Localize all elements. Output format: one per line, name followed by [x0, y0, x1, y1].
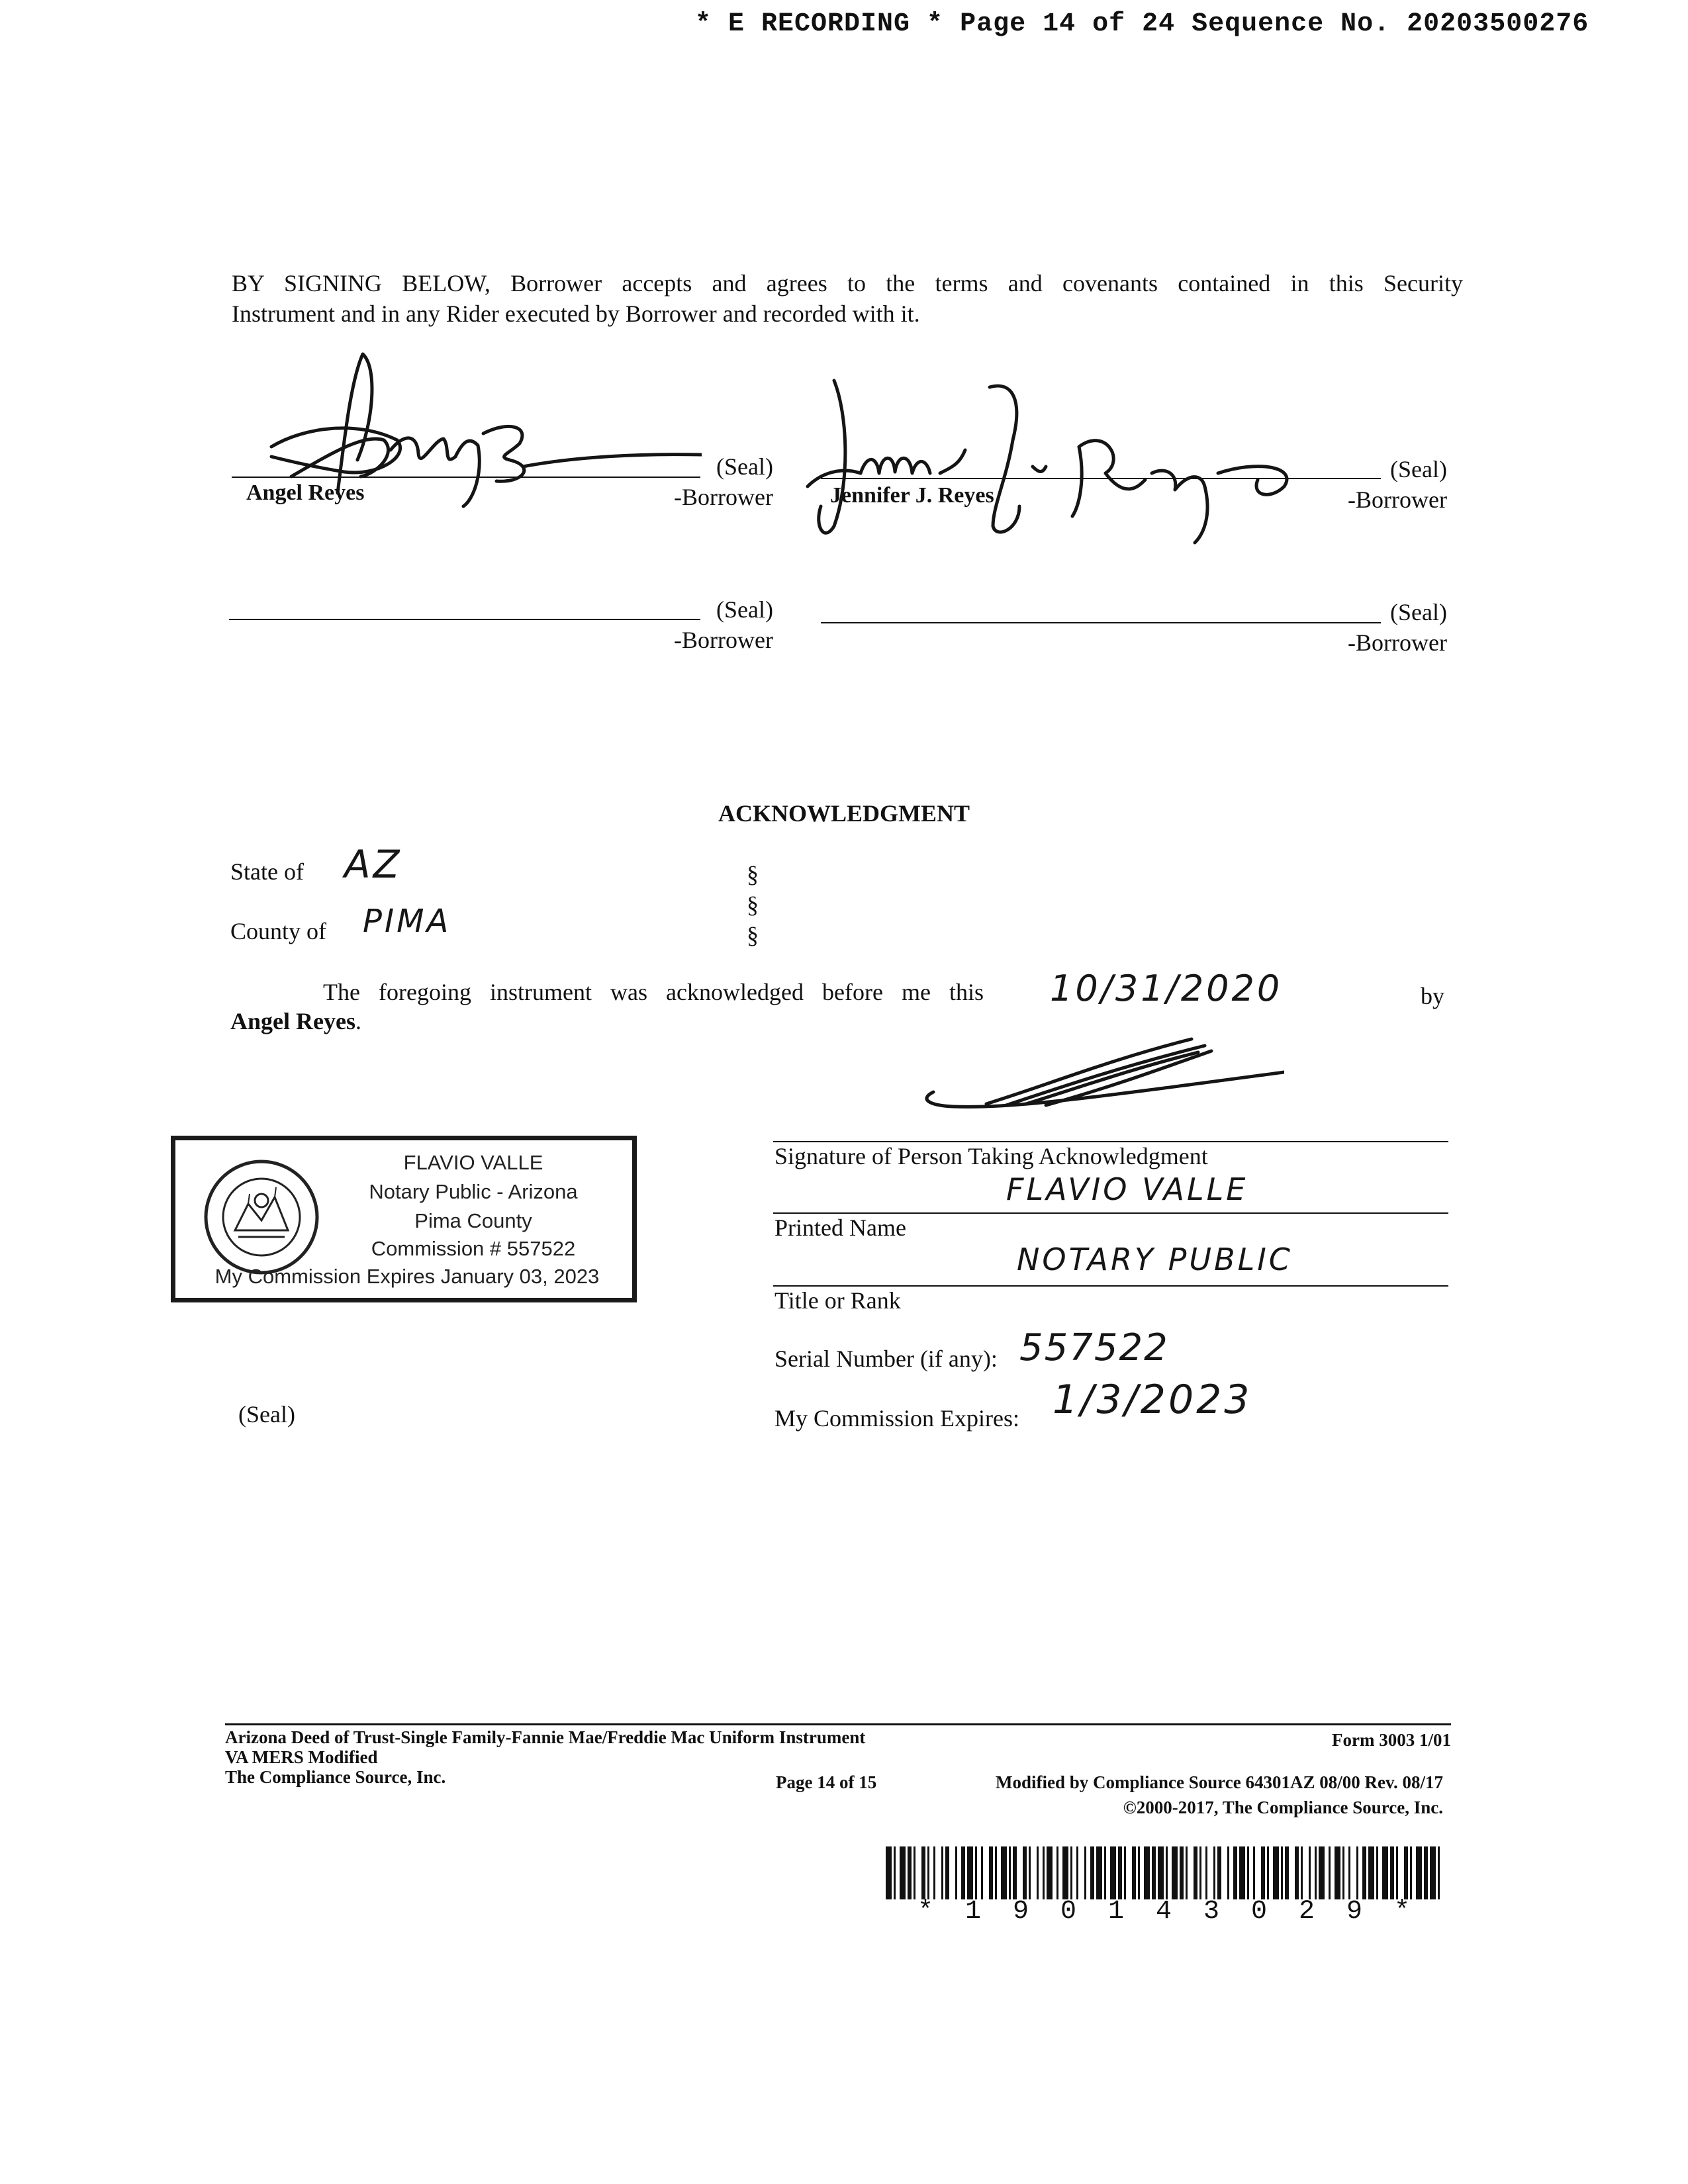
acknowledgment-title: ACKNOWLEDGMENT — [718, 800, 970, 827]
seal-label-2: (Seal) — [1390, 456, 1447, 482]
footer-copyright: ©2000-2017, The Compliance Source, Inc. — [1123, 1797, 1443, 1817]
footer-form-title: Arizona Deed of Trust-Single Family-Fannie Mae/Freddie Mac Uniform Instrument — [225, 1727, 866, 1747]
notary-stamp — [171, 1136, 637, 1302]
serial-number-value: 557522 — [1019, 1326, 1169, 1369]
borrower-label-2: -Borrower — [1348, 486, 1447, 513]
recording-header: * E RECORDING * Page 14 of 24 Sequence No. 20203500276 — [695, 9, 1589, 39]
footer-page-info: Page 14 of 15 — [776, 1772, 877, 1792]
signature-of-person-label: Signature of Person Taking Acknowledgment — [774, 1143, 1208, 1169]
state-value: AZ — [344, 842, 402, 887]
stamp-name: FLAVIO VALLE — [403, 1151, 543, 1174]
intro-line-1: BY SIGNING BELOW, Borrower accepts and agrees to the terms and covenants contained in this Security — [232, 270, 1463, 296]
commission-expires-value: 1/3/2023 — [1053, 1377, 1252, 1423]
notary-seal-label: (Seal) — [238, 1401, 295, 1428]
signature-line-blank-1 — [229, 619, 700, 620]
borrower-label-3: -Borrower — [674, 627, 773, 653]
section-symbol-3: § — [747, 922, 759, 948]
footer-company: The Compliance Source, Inc. — [225, 1767, 446, 1787]
stamp-expires: My Commission Expires January 03, 2023 — [214, 1265, 600, 1288]
stamp-commission: Commission # 557522 — [371, 1237, 576, 1260]
signer-name-2: Jennifer J. Reyes — [830, 483, 994, 508]
signing-intro — [232, 268, 1463, 329]
footer-form-number: Form 3003 1/01 — [1332, 1730, 1451, 1750]
footer-modified-line: Modified by Compliance Source 64301AZ 08/00 Rev. 08/17 — [995, 1772, 1443, 1792]
seal-label-3: (Seal) — [716, 596, 773, 623]
acknowledgment-date: 10/31/2020 — [1050, 968, 1283, 1009]
by-label: by — [1421, 983, 1444, 1009]
county-value: PIMA — [363, 903, 451, 940]
printed-name-label: Printed Name — [774, 1214, 906, 1241]
title-value: NOTARY PUBLIC — [1017, 1242, 1293, 1277]
intro-line-2: Instrument and in any Rider executed by Borrower and recorded with it. — [232, 300, 920, 327]
seal-label-1: (Seal) — [716, 453, 773, 480]
seal-label-4: (Seal) — [1390, 599, 1447, 625]
foregoing-text: The foregoing instrument was acknowledged before me this — [323, 979, 984, 1005]
commission-expires-label: My Commission Expires: — [774, 1405, 1020, 1432]
printed-name-value: FLAVIO VALLE — [1006, 1171, 1248, 1207]
county-label: County of — [230, 918, 327, 944]
footer-rule — [225, 1723, 1451, 1725]
borrower-label-4: -Borrower — [1348, 629, 1447, 656]
acknowledged-suffix: . — [355, 1008, 361, 1034]
footer-va-line: VA MERS Modified — [225, 1747, 378, 1767]
acknowledged-name: Angel Reyes — [230, 1008, 355, 1034]
signature-line-blank-2 — [821, 622, 1381, 623]
serial-number-label: Serial Number (if any): — [774, 1345, 998, 1372]
section-symbol-2: § — [747, 891, 759, 918]
stamp-title: Notary Public - Arizona — [369, 1180, 578, 1203]
borrower-label-1: -Borrower — [674, 484, 773, 510]
notary-signature — [914, 1032, 1284, 1118]
arizona-state-seal-icon — [202, 1158, 321, 1277]
acknowledged-party — [230, 1007, 361, 1035]
signer-name-1: Angel Reyes — [246, 480, 365, 505]
title-or-rank-label: Title or Rank — [774, 1287, 901, 1314]
barcode-icon — [886, 1846, 1442, 1899]
stamp-county: Pima County — [414, 1209, 532, 1232]
section-symbol-1: § — [747, 861, 759, 887]
state-label: State of — [230, 858, 304, 885]
signature-jennifer-reyes — [794, 374, 1337, 546]
barcode-text: * 1 9 0 1 4 3 0 2 9 * — [917, 1897, 1411, 1927]
